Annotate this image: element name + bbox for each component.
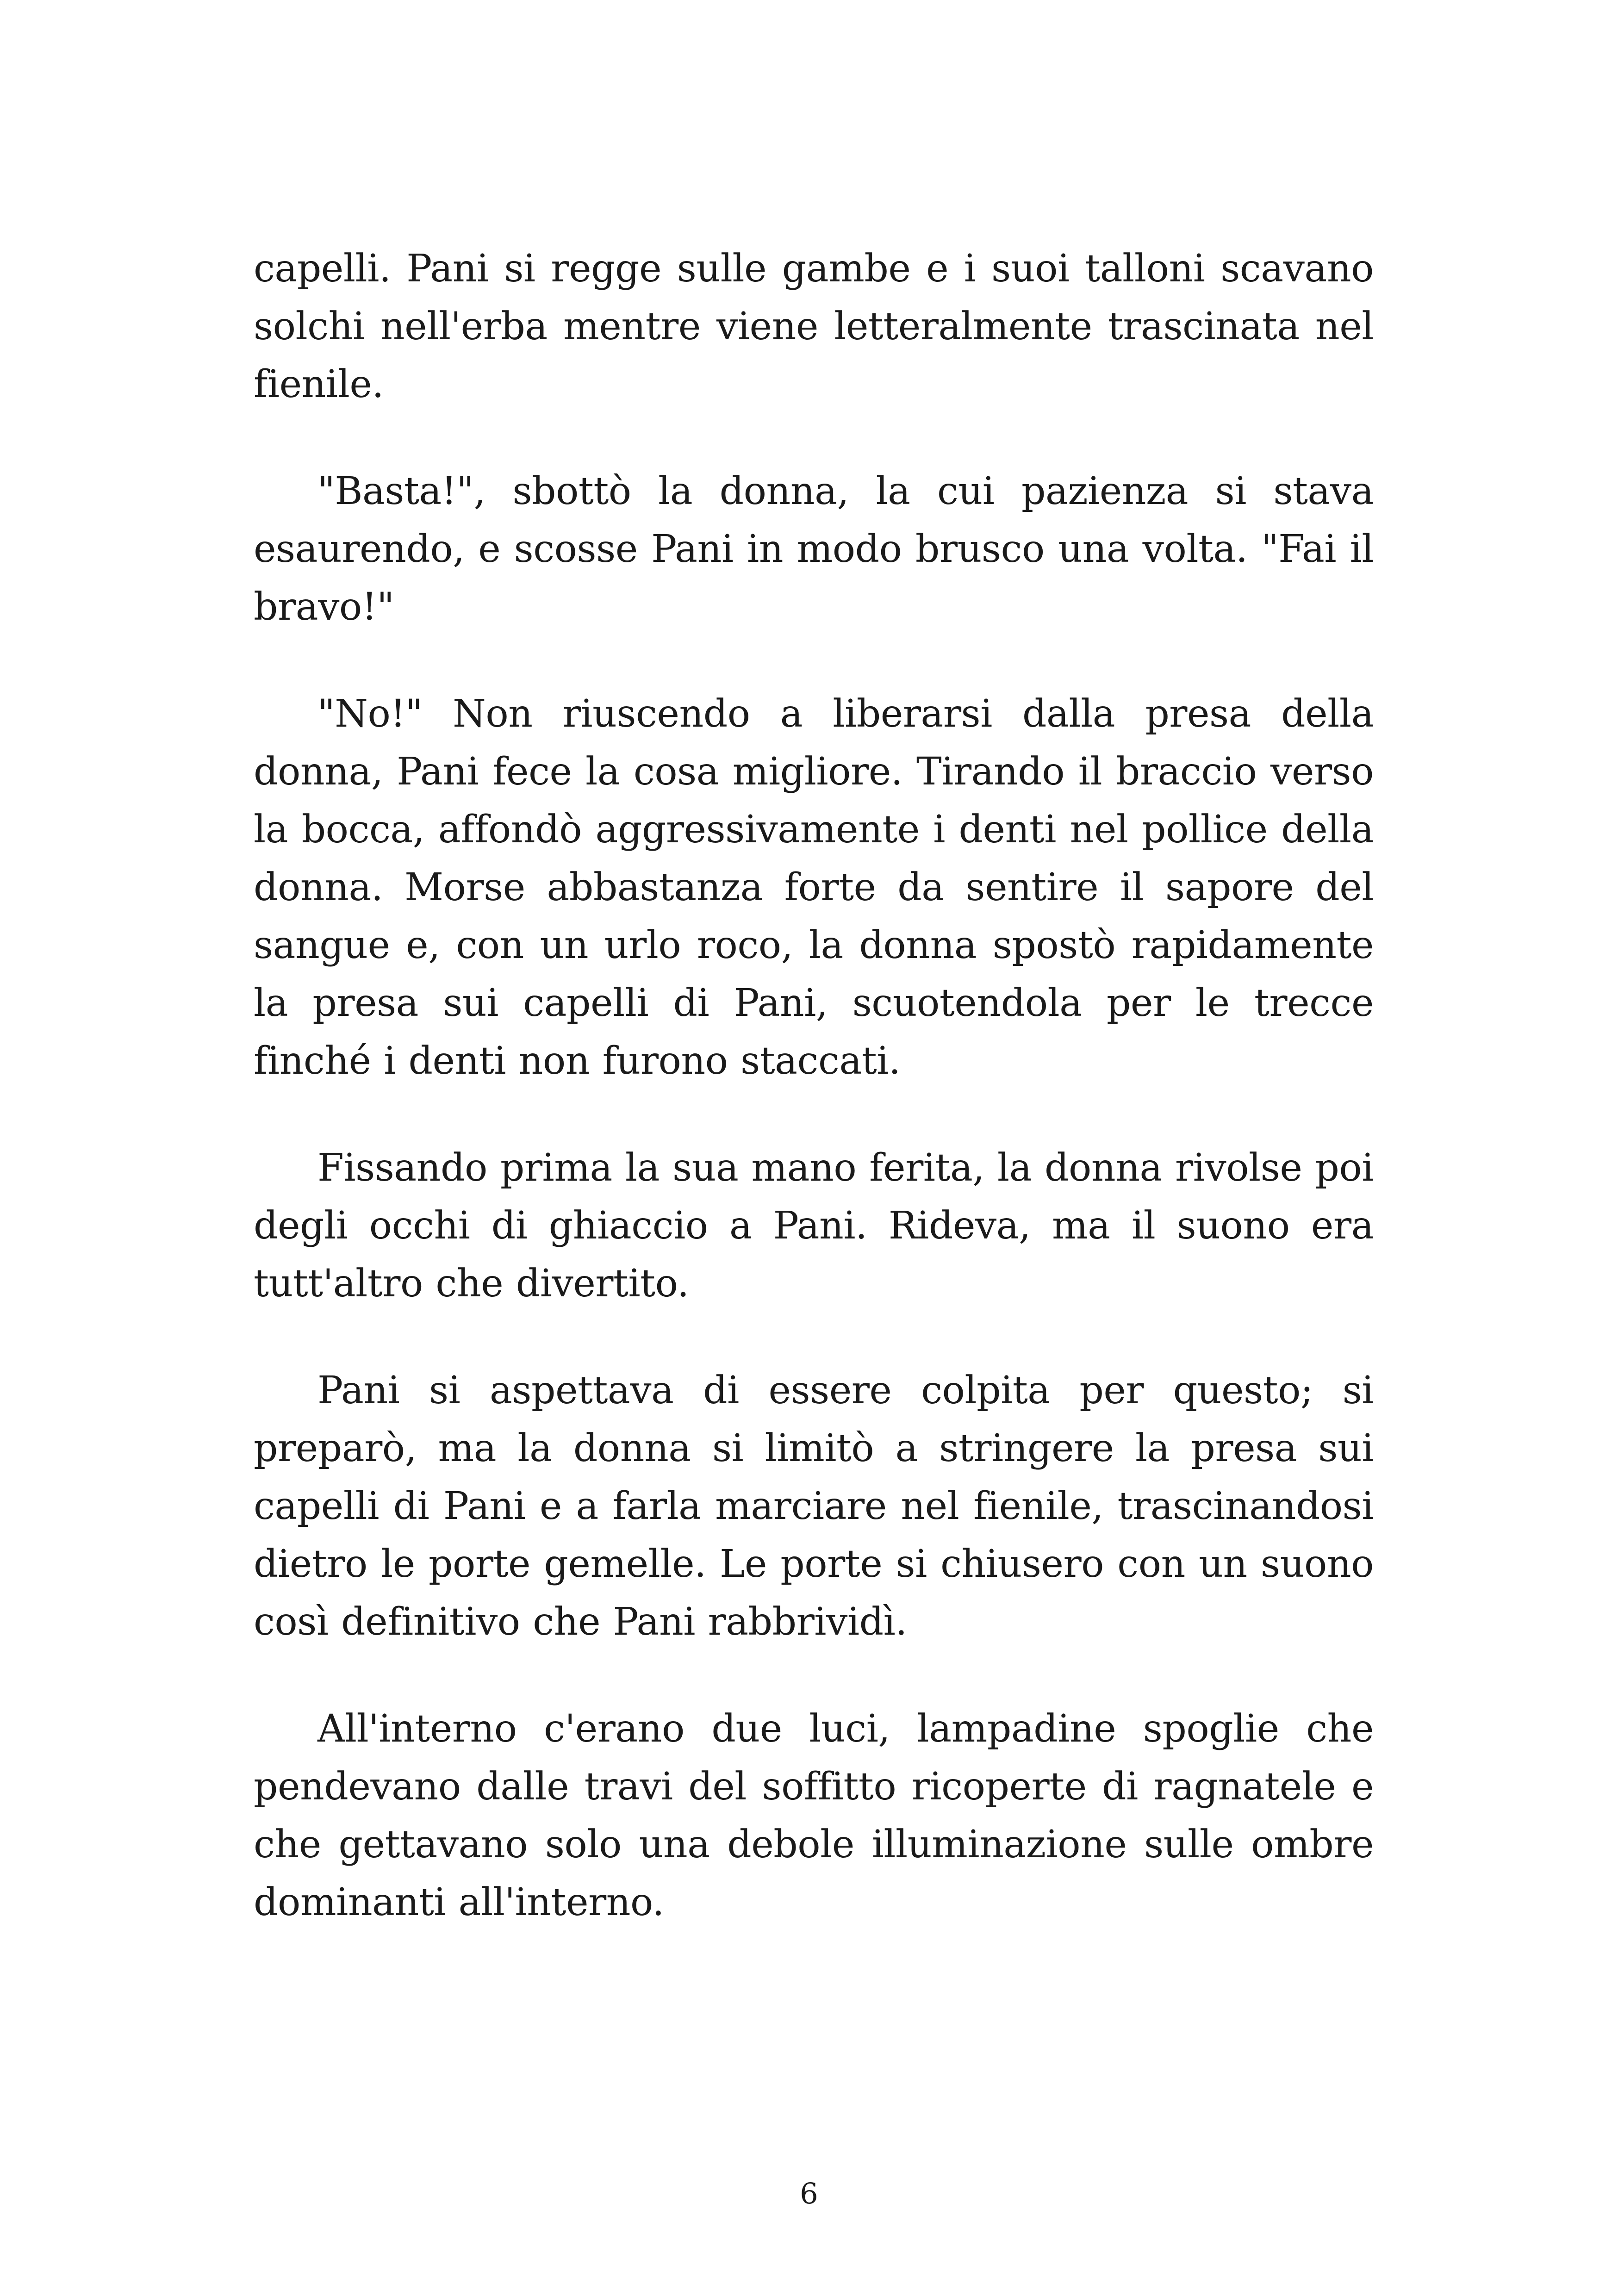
paragraph: "No!" Non riuscendo a liberarsi dalla presa della donna, Pani fece la cosa migliore. Tirando il braccio verso la bocca, affondò aggressivamente i denti nel pollice della donna. Morse abbastanza forte da sentire il sapore del sangue e, con un urlo roco, la donna spostò rapidamente la presa sui capelli di Pani, scuotendola per le trecce finché i denti non furono staccati.: [254, 692, 1374, 1083]
paragraph-continuation: capelli. Pani si regge sulle gambe e i suoi talloni scavano solchi nell'erba mentre viene letteralmente trascinata nel fienile.: [254, 247, 1374, 406]
paragraph: "Basta!", sbottò la donna, la cui pazienza si stava esaurendo, e scosse Pani in modo brusco una volta. "Fai il bravo!": [254, 469, 1374, 629]
page-body: [254, 240, 1374, 1980]
paragraph: Pani si aspettava di essere colpita per questo; si preparò, ma la donna si limitò a stringere la presa sui capelli di Pani e a farla marciare nel fienile, trascinandosi dietro le porte gemelle. Le porte si chiusero con un suono così definitivo che Pani rabbrividì.: [254, 1369, 1374, 1644]
paragraph: Fissando prima la sua mano ferita, la donna rivolse poi degli occhi di ghiaccio a Pani. Rideva, ma il suono era tutt'altro che divertito.: [254, 1146, 1374, 1306]
paragraph: All'interno c'erano due luci, lampadine spoglie che pendevano dalle travi del soffitto ricoperte di ragnatele e che gettavano solo una debole illuminazione sulle ombre dominanti all'interno.: [254, 1707, 1374, 1924]
page-number: 6: [800, 2177, 818, 2210]
